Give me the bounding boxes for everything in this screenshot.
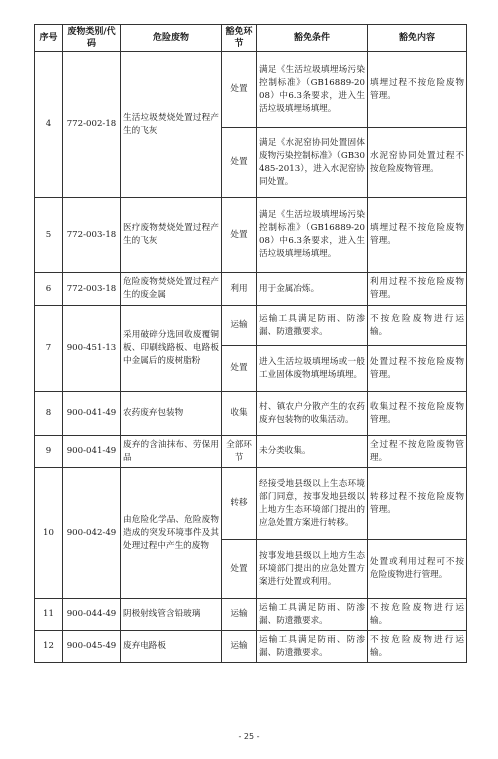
row-condition: 经接受地县级以上生态环境部门同意，按事发地县级以上地方生态环境部门提出的应急处置方案进行转移。 (257, 468, 368, 540)
row-seq: 6 (35, 273, 63, 306)
row-code: 900-041-49 (63, 392, 121, 436)
row-stage: 处置 (222, 128, 257, 198)
row-seq: 11 (35, 599, 63, 631)
row-stage: 运输 (222, 631, 257, 663)
row-condition: 满足《生活垃圾填埋场污染控制标准》（GB16889-2008）中6.3条要求，进入生活垃圾填埋场填埋。 (257, 198, 368, 273)
row-condition: 村、镇农户分散产生的农药废弃包装物的收集活动。 (257, 392, 368, 436)
row-content: 处置或利用过程可不按危险废物进行管理。 (368, 540, 467, 599)
row-stage: 全部环节 (222, 436, 257, 468)
table-row (35, 631, 467, 663)
row-seq: 9 (35, 436, 63, 468)
row-stage: 运输 (222, 306, 257, 346)
row-seq: 5 (35, 198, 63, 273)
table-row (35, 436, 467, 468)
row-condition: 未分类收集。 (257, 436, 368, 468)
row-code: 900-045-49 (63, 631, 121, 663)
row-content: 转移过程不按危险废物管理。 (368, 468, 467, 540)
row-waste: 农药废弃包装物 (121, 392, 222, 436)
table-row (35, 599, 467, 631)
row-waste: 生活垃圾焚烧处置过程产生的飞灰 (121, 52, 222, 198)
header-seq: 序号 (35, 25, 63, 52)
header-code: 废物类别/代码 (63, 25, 121, 52)
row-code: 900-041-49 (63, 436, 121, 468)
row-condition: 运输工具满足防雨、防渗漏、防遗撒要求。 (257, 631, 368, 663)
row-waste: 采用破碎分选回收废覆铜板、印刷线路板、电路板中金属后的废树脂粉 (121, 306, 222, 392)
table-row (35, 392, 467, 436)
table-row (35, 52, 467, 128)
row-waste: 废弃的含油抹布、劳保用品 (121, 436, 222, 468)
header-content: 豁免内容 (368, 25, 467, 52)
row-content: 利用过程不按危险废物管理。 (368, 273, 467, 306)
row-content: 全过程不按危险废物管理。 (368, 436, 467, 468)
row-condition: 运输工具满足防雨、防渗漏、防遗撒要求。 (257, 306, 368, 346)
row-stage: 转移 (222, 468, 257, 540)
row-condition: 按事发地县级以上地方生态环境部门提出的应急处置方案进行处置或利用。 (257, 540, 368, 599)
table-row (35, 273, 467, 306)
page-number: - 25 - (238, 732, 260, 741)
row-code: 900-042-49 (63, 468, 121, 599)
row-waste: 由危险化学品、危险废物造成的突发环境事件及其处理过程中产生的废物 (121, 468, 222, 599)
row-condition: 运输工具满足防雨、防渗漏、防遗撒要求。 (257, 599, 368, 631)
exemption-table (34, 24, 467, 663)
header-stage: 豁免环节 (222, 25, 257, 52)
table-header-row (35, 25, 467, 52)
row-seq: 8 (35, 392, 63, 436)
header-waste: 危险废物 (121, 25, 222, 52)
row-seq: 12 (35, 631, 63, 663)
row-content: 填埋过程不按危险废物管理。 (368, 52, 467, 128)
row-content: 不按危险废物进行运输。 (368, 631, 467, 663)
row-stage: 利用 (222, 273, 257, 306)
row-waste: 阴极射线管含铅玻璃 (121, 599, 222, 631)
row-code: 900-044-49 (63, 599, 121, 631)
row-seq: 10 (35, 468, 63, 599)
row-waste: 废弃电路板 (121, 631, 222, 663)
row-seq: 4 (35, 52, 63, 198)
row-stage: 处置 (222, 540, 257, 599)
row-waste: 医疗废物焚烧处置过程产生的飞灰 (121, 198, 222, 273)
table-row (35, 198, 467, 273)
row-content: 不按危险废物进行运输。 (368, 599, 467, 631)
table-row (35, 306, 467, 346)
row-stage: 处置 (222, 52, 257, 128)
row-stage: 处置 (222, 198, 257, 273)
row-code: 772-002-18 (63, 52, 121, 198)
row-content: 填埋过程不按危险废物管理。 (368, 198, 467, 273)
row-code: 772-003-18 (63, 273, 121, 306)
row-content: 不按危险废物进行运输。 (368, 306, 467, 346)
row-seq: 7 (35, 306, 63, 392)
row-condition: 满足《水泥窑协同处置固体废物污染控制标准》（GB30485-2013），进入水泥窑协同处置。 (257, 128, 368, 198)
row-condition: 进入生活垃圾填埋场或一般工业固体废物填埋场填埋。 (257, 346, 368, 392)
row-content: 水泥窑协同处置过程不按危险废物管理。 (368, 128, 467, 198)
row-code: 772-003-18 (63, 198, 121, 273)
row-code: 900-451-13 (63, 306, 121, 392)
row-content: 收集过程不按危险废物管理。 (368, 392, 467, 436)
row-condition: 满足《生活垃圾填埋场污染控制标准》（GB16889-2008）中6.3条要求，进入生活垃圾填埋场填埋。 (257, 52, 368, 128)
row-stage: 运输 (222, 599, 257, 631)
header-condition: 豁免条件 (257, 25, 368, 52)
table-row (35, 468, 467, 540)
row-content: 处置过程不按危险废物管理。 (368, 346, 467, 392)
row-condition: 用于金属冶炼。 (257, 273, 368, 306)
row-waste: 危险废物焚烧处置过程产生的废金属 (121, 273, 222, 306)
row-stage: 处置 (222, 346, 257, 392)
row-stage: 收集 (222, 392, 257, 436)
